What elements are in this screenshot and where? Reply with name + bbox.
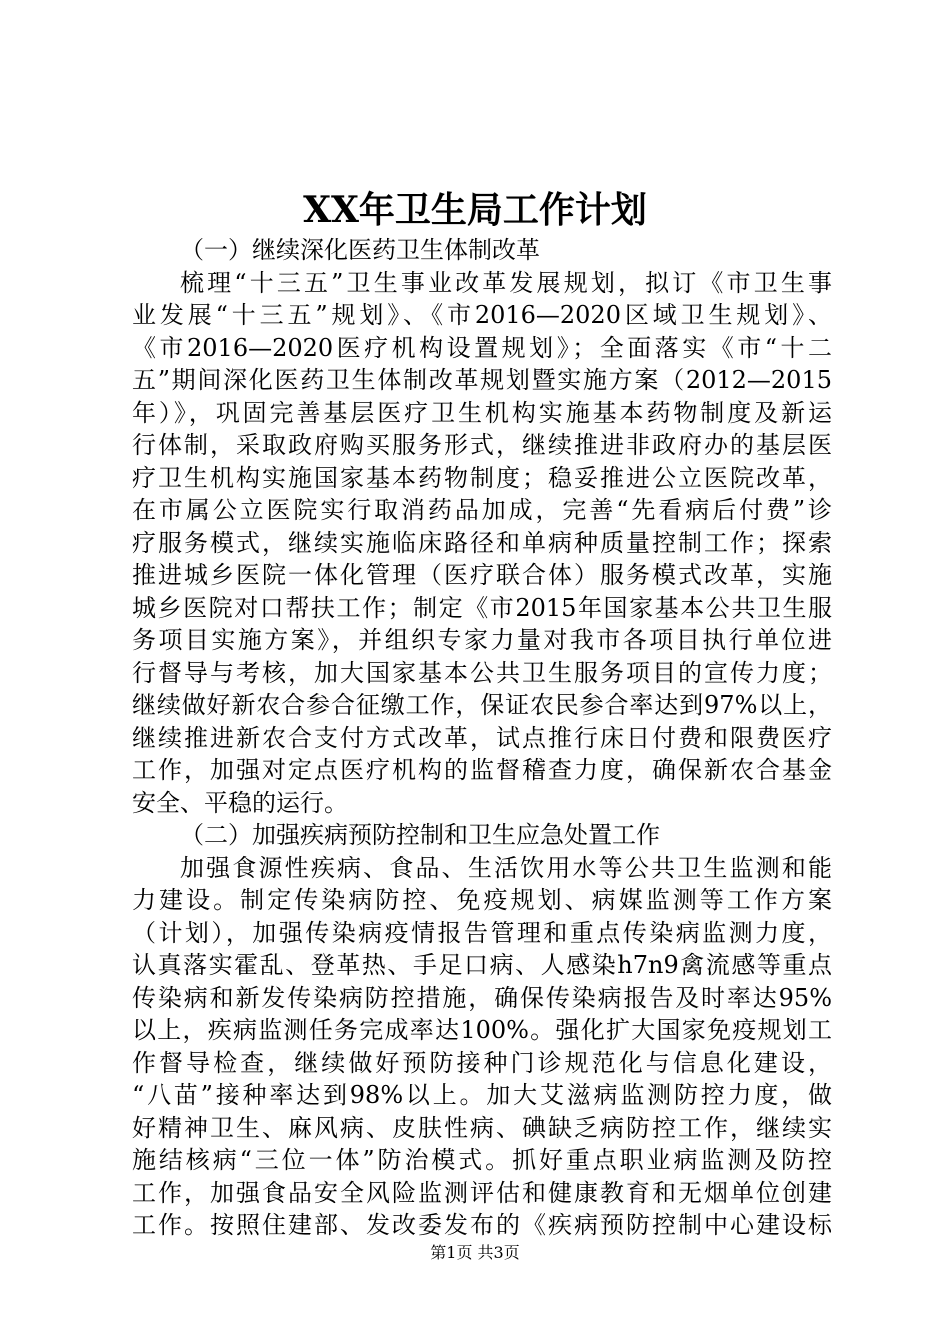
- paragraph-line: 梳理“十三五”卫生事业改革发展规划，拟订《市卫生事: [180, 268, 832, 297]
- paragraph-line: 以上，疾病监测任务完成率达100%。强化扩大国家免疫规划工: [132, 1016, 832, 1044]
- paragraph-line: 疗卫生机构实施国家基本药物制度；稳妥推进公立医院改革，: [132, 463, 832, 492]
- paragraph-line: 务项目实施方案》，并组织专家力量对我市各项目执行单位进: [132, 626, 832, 654]
- paragraph-line: （计划），加强传染病疫情报告管理和重点传染病监测力度，: [132, 918, 832, 947]
- paragraph-line: 传染病和新发传染病防控措施，确保传染病报告及时率达95%: [132, 983, 832, 1012]
- paragraph-line: 工作，加强食品安全风险监测评估和健康教育和无烟单位创建: [132, 1178, 832, 1207]
- paragraph-line: 《市2016—2020医疗机构设置规划》；全面落实《市“十二: [132, 333, 832, 362]
- paragraph-line: 年）》，巩固完善基层医疗卫生机构实施基本药物制度及新运: [132, 398, 832, 427]
- paragraph-line: 在市属公立医院实行取消药品加成，完善“先看病后付费”诊: [132, 496, 832, 524]
- paragraph-line: “八苗”接种率达到98%以上。加大艾滋病监测防控力度，做: [132, 1081, 832, 1109]
- paragraph-line: 行督导与考核，加大国家基本公共卫生服务项目的宣传力度；: [132, 658, 832, 687]
- paragraph-line: 工作。按照住建部、发改委发布的《疾病预防控制中心建设标: [132, 1211, 832, 1239]
- paragraph-line: 认真落实霍乱、登革热、手足口病、人感染h7n9禽流感等重点: [132, 951, 832, 979]
- paragraph-line: 继续做好新农合参合征缴工作，保证农民参合率达到97%以上，: [132, 691, 832, 719]
- paragraph-line: 作督导检查，继续做好预防接种门诊规范化与信息化建设，: [132, 1048, 832, 1077]
- paragraph-line: 加强食源性疾病、食品、生活饮用水等公共卫生监测和能: [180, 853, 832, 882]
- paragraph-line: 业发展“十三五”规划》、《市2016—2020区域卫生规划》、: [132, 301, 832, 329]
- page-number: 第1页 共3页: [430, 1243, 520, 1262]
- section-heading: （二）加强疾病预防控制和卫生应急处置工作: [180, 821, 660, 849]
- document-body: [132, 234, 832, 1242]
- section-heading: （一）继续深化医药卫生体制改革: [180, 236, 540, 264]
- paragraph-line: 工作，加强对定点医疗机构的监督稽查力度，确保新农合基金: [132, 756, 832, 784]
- paragraph-line: 五”期间深化医药卫生体制改革规划暨实施方案（2012—2015: [132, 366, 832, 394]
- paragraph-line: 施结核病“三位一体”防治模式。抓好重点职业病监测及防控: [132, 1146, 832, 1174]
- document-title: XX年卫生局工作计划: [303, 189, 647, 231]
- paragraph-line: 行体制，采取政府购买服务形式，继续推进非政府办的基层医: [132, 431, 832, 459]
- paragraph-line: 疗服务模式，继续实施临床路径和单病种质量控制工作；探索: [132, 528, 832, 557]
- paragraph-line: 安全、平稳的运行。: [132, 788, 348, 817]
- paragraph-line: 好精神卫生、麻风病、皮肤性病、碘缺乏病防控工作，继续实: [132, 1113, 832, 1142]
- paragraph-line: 推进城乡医院一体化管理（医疗联合体）服务模式改革，实施: [132, 561, 832, 589]
- paragraph-line: 城乡医院对口帮扶工作；制定《市2015年国家基本公共卫生服: [132, 593, 832, 622]
- paragraph-line: 继续推进新农合支付方式改革，试点推行床日付费和限费医疗: [132, 723, 832, 752]
- paragraph-line: 力建设。制定传染病防控、免疫规划、病媒监测等工作方案: [132, 886, 832, 914]
